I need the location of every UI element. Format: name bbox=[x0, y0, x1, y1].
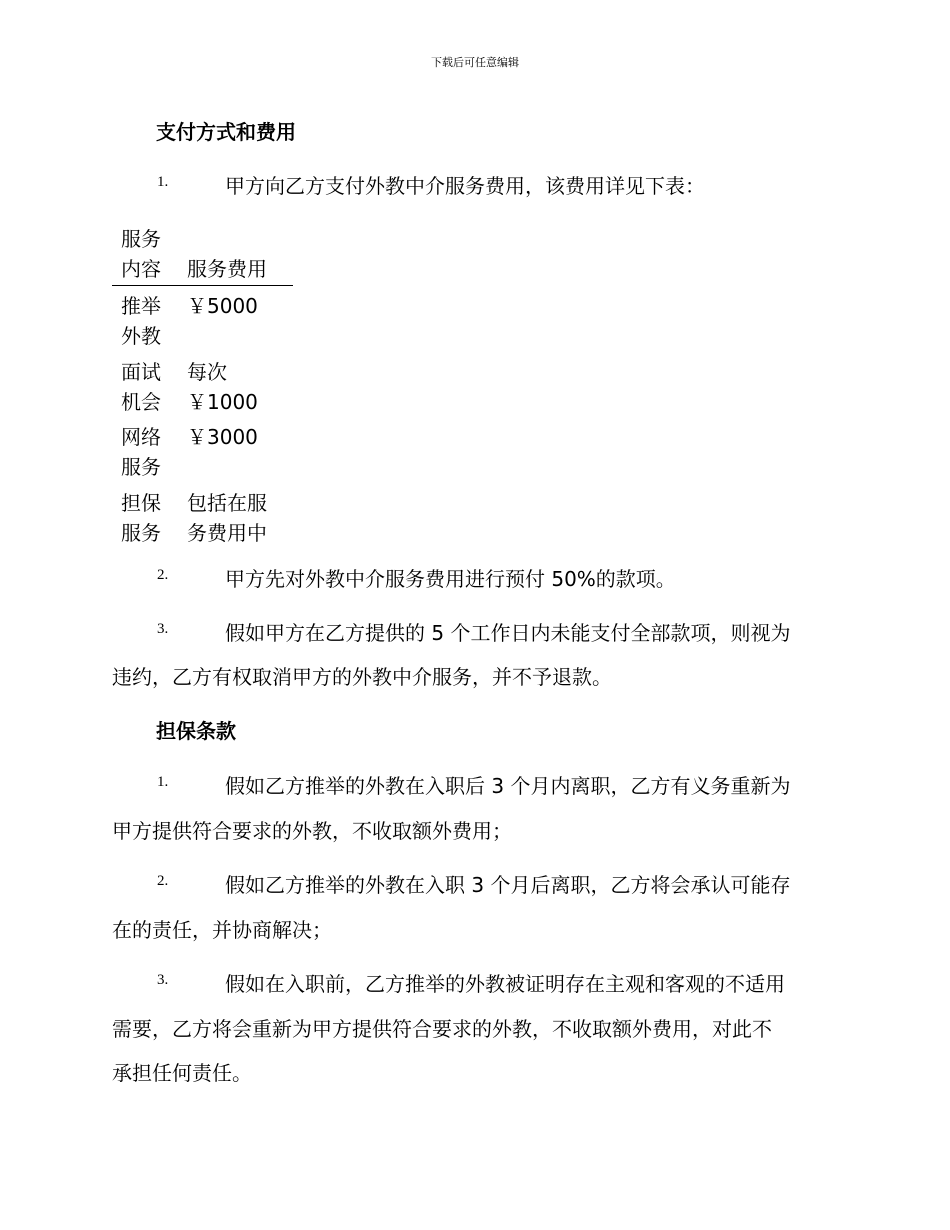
item-number: 1. bbox=[157, 174, 169, 190]
guarantee-item-1-line-1: 假如乙方推举的外教在入职后 3 个月内离职，乙方有义务重新为 bbox=[225, 774, 791, 798]
table-header-content: 服务 内容 bbox=[121, 227, 161, 281]
section-title-payment: 支付方式和费用 bbox=[156, 120, 296, 144]
item-number: 3. bbox=[157, 972, 169, 988]
page-header-note: 下载后可任意编辑 bbox=[431, 56, 519, 69]
table-row-content: 网络 服务 bbox=[121, 425, 161, 479]
table-row-fee: 每次 ￥1000 bbox=[187, 360, 258, 414]
table-header-rule bbox=[112, 285, 293, 286]
payment-item-2-text: 甲方先对外教中介服务费用进行预付 50%的款项。 bbox=[225, 567, 676, 591]
item-number: 2. bbox=[157, 873, 169, 889]
guarantee-item-1-line-2: 甲方提供符合要求的外教，不收取额外费用； bbox=[112, 819, 512, 843]
guarantee-item-3-line-3: 承担任何责任。 bbox=[112, 1061, 252, 1085]
table-row-fee: 包括在服 务费用中 bbox=[187, 491, 267, 545]
guarantee-item-2-line-1: 假如乙方推举的外教在入职 3 个月后离职，乙方将会承认可能存 bbox=[225, 873, 791, 897]
table-row-content: 推举 外教 bbox=[121, 294, 161, 348]
payment-item-1-text: 甲方向乙方支付外教中介服务费用，该费用详见下表： bbox=[225, 174, 705, 198]
item-number: 1. bbox=[157, 774, 169, 790]
table-row-fee: ￥3000 bbox=[187, 425, 258, 449]
guarantee-item-2-line-2: 在的责任，并协商解决； bbox=[112, 918, 332, 942]
item-number: 2. bbox=[157, 567, 169, 583]
payment-item-3-line-2: 违约，乙方有权取消甲方的外教中介服务，并不予退款。 bbox=[112, 665, 612, 689]
table-row-content: 面试 机会 bbox=[121, 360, 161, 414]
payment-item-3-line-1: 假如甲方在乙方提供的 5 个工作日内未能支付全部款项，则视为 bbox=[225, 621, 791, 645]
guarantee-item-3-line-2: 需要，乙方将会重新为甲方提供符合要求的外教，不收取额外费用，对此不 bbox=[112, 1017, 772, 1041]
section-title-guarantee: 担保条款 bbox=[156, 719, 236, 743]
table-row-content: 担保 服务 bbox=[121, 491, 161, 545]
table-row-fee: ￥5000 bbox=[187, 294, 258, 318]
item-number: 3. bbox=[157, 621, 169, 637]
table-header-fee: 服务费用 bbox=[187, 257, 267, 281]
guarantee-item-3-line-1: 假如在入职前，乙方推举的外教被证明存在主观和客观的不适用 bbox=[225, 972, 785, 996]
